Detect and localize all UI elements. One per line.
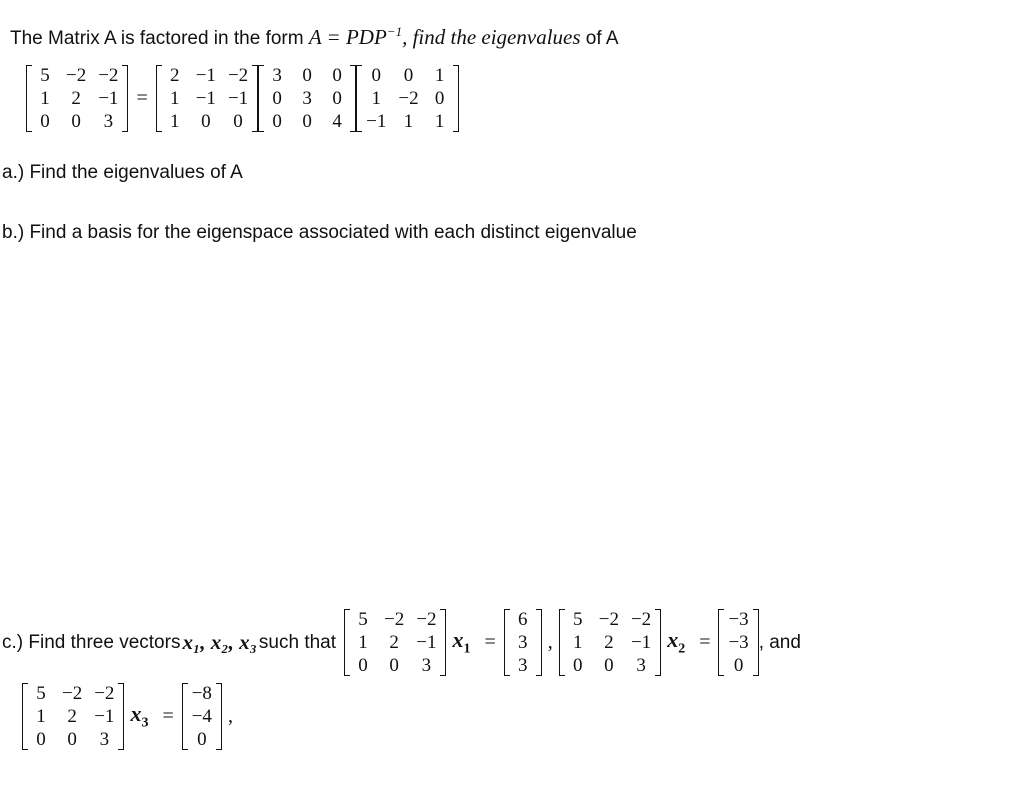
part-c-such-that: such that	[258, 631, 337, 653]
matrix-A-c1	[344, 608, 446, 677]
matrix-entry: −2	[227, 65, 249, 86]
matrix-entry: 0	[733, 655, 744, 676]
matrix-entry: −1	[227, 88, 249, 109]
matrix-P-inverse	[356, 64, 458, 133]
matrix-entry: −1	[195, 88, 216, 109]
part-c-line-2	[22, 682, 239, 751]
part-c-line-1	[2, 608, 801, 677]
matrix-entry: 0	[371, 65, 382, 86]
title-prefix: The Matrix A is factored in the form	[10, 28, 309, 49]
matrix-entry: 0	[403, 65, 414, 86]
title-suffix: of A	[580, 28, 619, 49]
matrix-entry: 0	[389, 655, 399, 676]
matrix-entry: 1	[371, 88, 382, 109]
matrix-entry: 5	[36, 683, 46, 704]
matrix-entry: −1	[630, 632, 652, 653]
part-c-vars: x₁, x₂, x₃	[182, 630, 257, 654]
matrix-entry: −2	[416, 609, 437, 630]
matrix-entry: 1	[169, 88, 180, 109]
matrix-entry: 1	[36, 706, 46, 727]
vector-b2	[718, 608, 758, 677]
matrix-entry: 0	[302, 65, 312, 86]
part-a-text: a.) Find the eigenvalues of A	[2, 162, 243, 183]
matrix-entry: 0	[233, 111, 243, 132]
matrix-entry: 0	[332, 88, 342, 109]
matrix-entry: −8	[191, 683, 212, 704]
matrix-entry: 0	[358, 655, 368, 676]
matrix-A-c3	[22, 682, 124, 751]
matrix-D	[258, 64, 356, 133]
matrix-entry: 1	[169, 111, 180, 132]
matrix-entry: 0	[604, 655, 614, 676]
vector-b3	[182, 682, 222, 751]
matrix-entry: 0	[272, 111, 282, 132]
matrix-entry: −2	[398, 88, 419, 109]
matrix-entry: 1	[434, 65, 445, 86]
matrix-entry: 3	[518, 655, 528, 676]
matrix-entry: 0	[40, 111, 50, 132]
matrix-entry: −2	[384, 609, 405, 630]
part-c-label: c.) Find three vectors	[2, 631, 181, 653]
matrix-entry: 5	[573, 609, 583, 630]
factorization-equation	[26, 64, 459, 133]
matrix-entry: −3	[728, 632, 749, 653]
vector-x3: $x_3$	[130, 701, 149, 731]
matrix-entry: −1	[195, 65, 216, 86]
matrix-A	[26, 64, 128, 133]
factorization-formula: $A = PDP^{-1}$, find the eigenvalues	[308, 24, 581, 49]
matrix-entry: −2	[66, 65, 87, 86]
matrix-entry: 0	[573, 655, 583, 676]
equals-sign-c2: =	[699, 631, 711, 653]
matrix-entry: −2	[598, 609, 619, 630]
matrix-entry: −4	[191, 706, 212, 727]
matrix-entry: 1	[403, 111, 414, 132]
matrix-entry: −1	[94, 706, 115, 727]
equals-sign-c3: =	[162, 705, 174, 727]
matrix-entry: 0	[302, 111, 312, 132]
matrix-entry: −1	[416, 632, 437, 653]
matrix-entry: 0	[71, 111, 81, 132]
matrix-entry: 3	[636, 655, 646, 676]
problem-statement	[10, 24, 619, 50]
matrix-entry: 0	[272, 88, 282, 109]
matrix-entry: 2	[71, 88, 81, 109]
vector-b1	[504, 608, 542, 677]
matrix-P	[156, 64, 258, 133]
equals-sign-c1: =	[484, 631, 496, 653]
and-text: , and	[758, 631, 801, 653]
matrix-entry: 0	[332, 65, 342, 86]
matrix-entry: 3	[518, 632, 528, 653]
matrix-entry: 0	[201, 111, 211, 132]
matrix-entry: −2	[62, 683, 83, 704]
vector-x1: $x_1$	[452, 627, 471, 657]
matrix-entry: 1	[573, 632, 583, 653]
matrix-entry: 3	[103, 111, 114, 132]
matrix-entry: 3	[421, 655, 432, 676]
matrix-entry: 0	[36, 729, 46, 750]
matrix-entry: 0	[197, 729, 207, 750]
matrix-entry: 2	[67, 706, 77, 727]
matrix-entry: 3	[272, 65, 282, 86]
matrix-entry: 3	[99, 729, 110, 750]
matrix-entry: 2	[389, 632, 399, 653]
matrix-entry: −3	[728, 609, 749, 630]
matrix-entry: 5	[40, 65, 50, 86]
vector-x2: $x_2$	[667, 627, 686, 657]
matrix-A-c2	[559, 608, 661, 677]
matrix-entry: 5	[358, 609, 368, 630]
matrix-entry: 0	[67, 729, 77, 750]
matrix-entry: 1	[40, 88, 50, 109]
matrix-entry: 3	[302, 88, 312, 109]
matrix-entry: −2	[94, 683, 115, 704]
matrix-entry: −2	[630, 609, 652, 630]
comma-1: ,	[547, 631, 553, 653]
equals-sign: =	[136, 87, 148, 109]
matrix-entry: −1	[366, 111, 387, 132]
matrix-entry: 6	[518, 609, 528, 630]
matrix-entry: 2	[169, 65, 180, 86]
matrix-entry: −1	[98, 88, 119, 109]
matrix-entry: 1	[434, 111, 445, 132]
matrix-entry: 2	[604, 632, 614, 653]
comma-3: ,	[227, 705, 233, 727]
part-b-text: b.) Find a basis for the eigenspace associated with each distinct eigenvalue	[2, 222, 637, 243]
matrix-entry: −2	[98, 65, 119, 86]
matrix-entry: 1	[358, 632, 368, 653]
matrix-entry: 4	[332, 111, 342, 132]
matrix-entry: 0	[434, 88, 445, 109]
